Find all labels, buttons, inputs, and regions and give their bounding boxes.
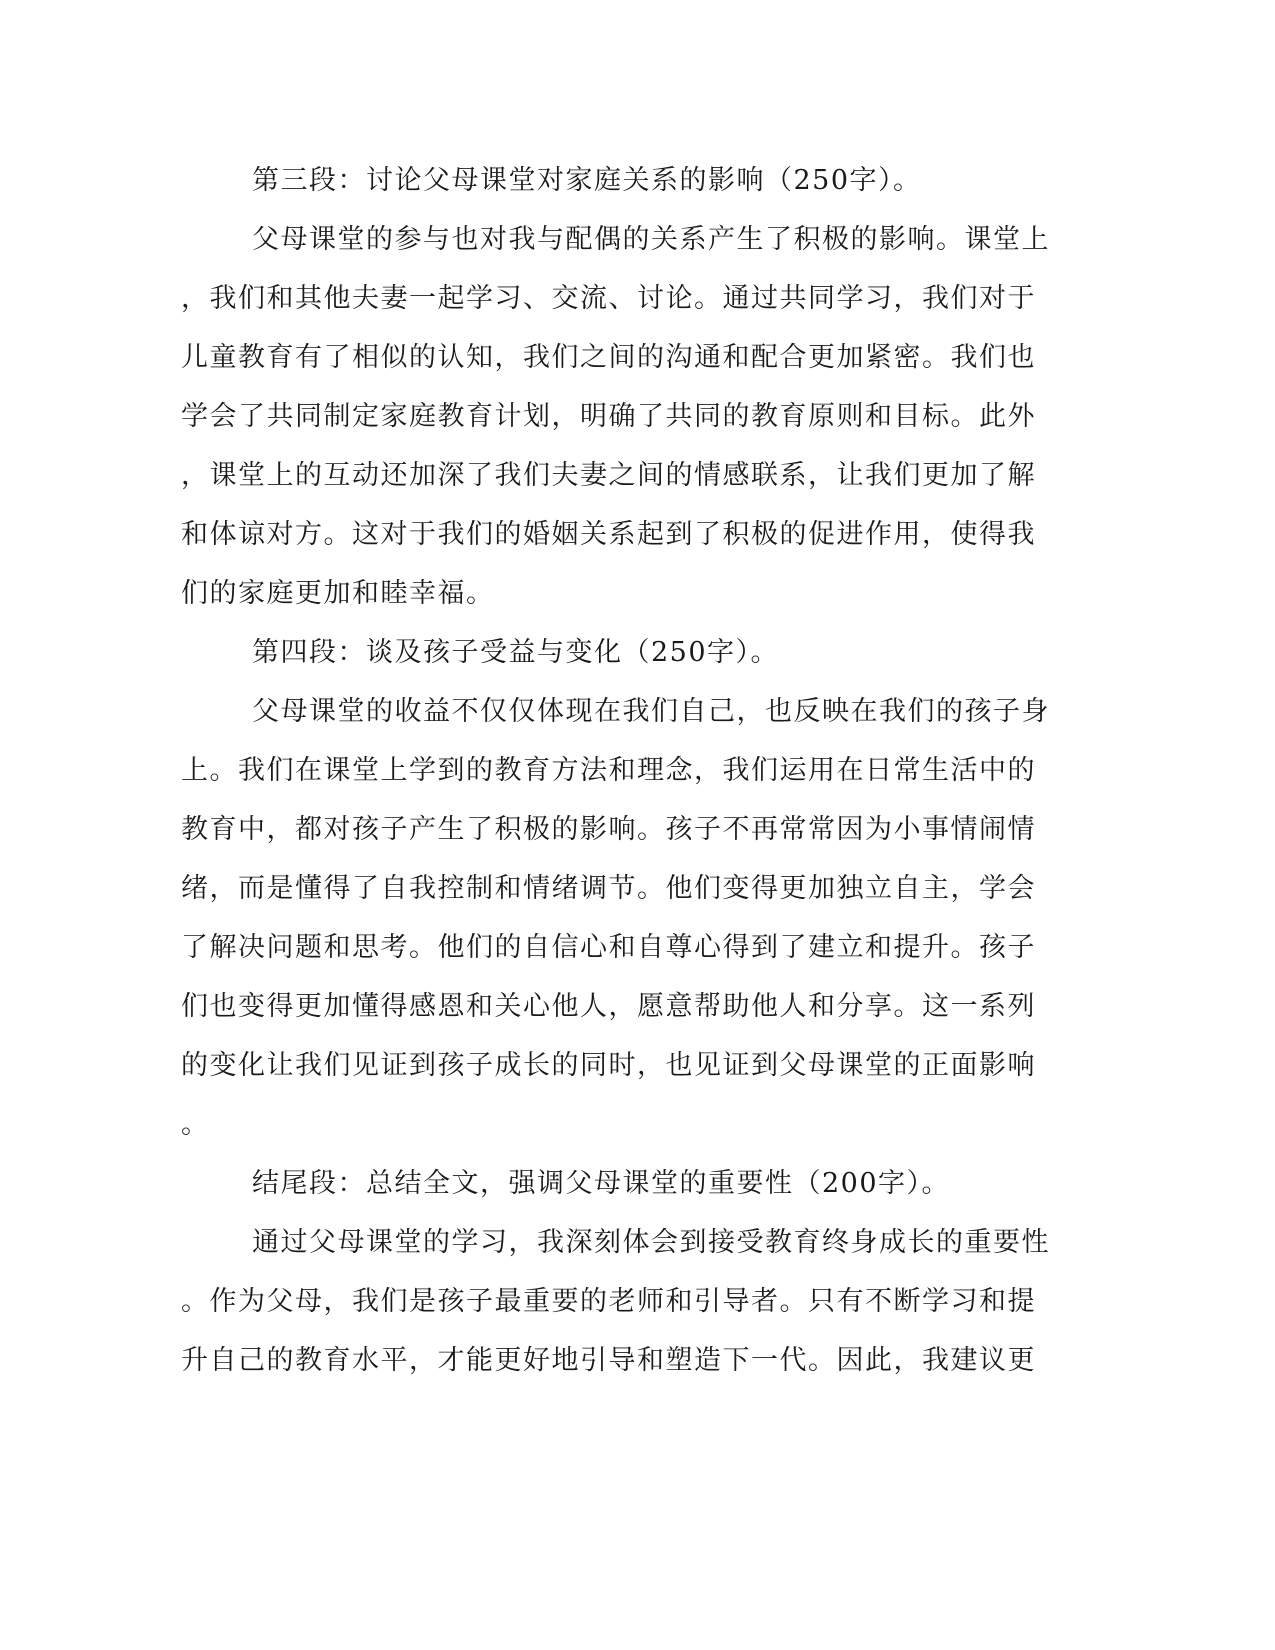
paragraph-line: 绪，而是懂得了自我控制和情绪调节。他们变得更加独立自主，学会 (181, 873, 1036, 904)
paragraph-line: 学会了共同制定家庭教育计划，明确了共同的教育原则和目标。此外 (181, 401, 1036, 432)
paragraph-line: 和体谅对方。这对于我们的婚姻关系起到了积极的促进作用，使得我 (181, 519, 1036, 550)
paragraph-line: 父母课堂的收益不仅仅体现在我们自己，也反映在我们的孩子身 (252, 696, 1050, 727)
paragraph-line: 父母课堂的参与也对我与配偶的关系产生了积极的影响。课堂上 (252, 224, 1050, 255)
paragraph-line: 了解决问题和思考。他们的自信心和自尊心得到了建立和提升。孩子 (181, 932, 1036, 963)
paragraph-line: 。 (181, 1109, 210, 1140)
paragraph-line: ，我们和其他夫妻一起学习、交流、讨论。通过共同学习，我们对于 (181, 283, 1036, 314)
paragraph-line: 们也变得更加懂得感恩和关心他人，愿意帮助他人和分享。这一系列 (181, 991, 1036, 1022)
paragraph-line: 。作为父母，我们是孩子最重要的老师和引导者。只有不断学习和提 (181, 1286, 1036, 1317)
paragraph-line: 通过父母课堂的学习，我深刻体会到接受教育终身成长的重要性 (252, 1227, 1050, 1258)
conclusion-heading: 结尾段：总结全文，强调父母课堂的重要性（200字）。 (252, 1168, 951, 1199)
paragraph-line: 升自己的教育水平，才能更好地引导和塑造下一代。因此，我建议更 (181, 1345, 1036, 1376)
section-4-heading: 第四段：谈及孩子受益与变化（250字）。 (252, 637, 780, 668)
paragraph-line: 儿童教育有了相似的认知，我们之间的沟通和配合更加紧密。我们也 (181, 342, 1036, 373)
paragraph-line: 上。我们在课堂上学到的教育方法和理念，我们运用在日常生活中的 (181, 755, 1036, 786)
paragraph-line: 的变化让我们见证到孩子成长的同时，也见证到父母课堂的正面影响 (181, 1050, 1036, 1081)
paragraph-line: 教育中，都对孩子产生了积极的影响。孩子不再常常因为小事情闹情 (181, 814, 1036, 845)
paragraph-line: ，课堂上的互动还加深了我们夫妻之间的情感联系，让我们更加了解 (181, 460, 1036, 491)
section-3-heading: 第三段：讨论父母课堂对家庭关系的影响（250字）。 (252, 165, 922, 196)
paragraph-line: 们的家庭更加和睦幸福。 (181, 578, 495, 609)
